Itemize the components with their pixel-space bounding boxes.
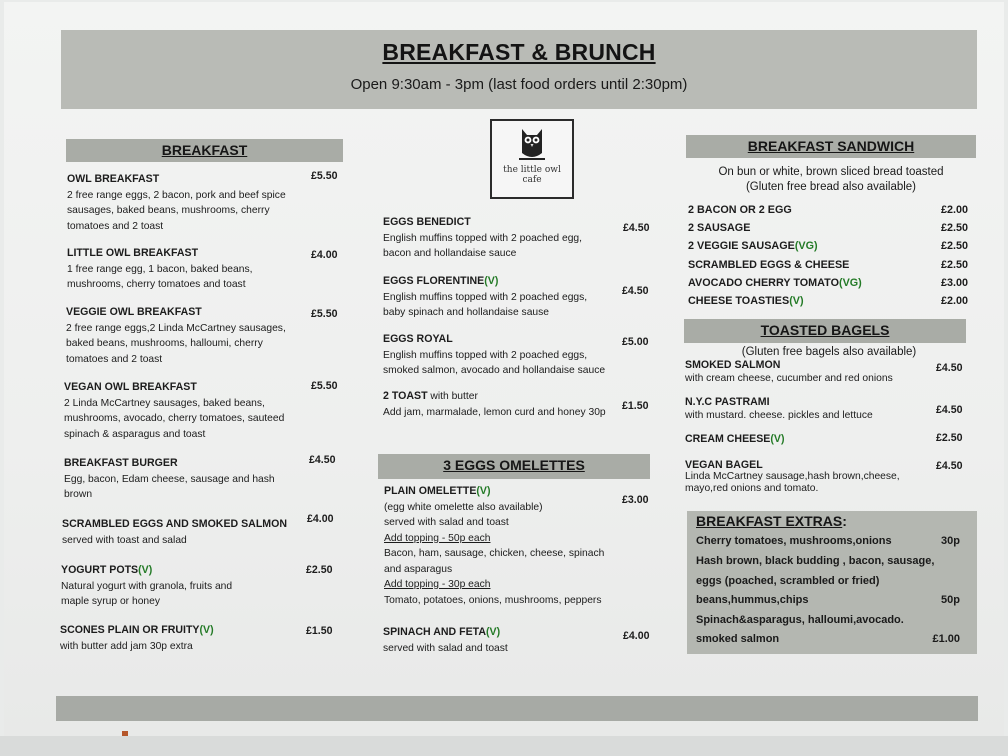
- item-desc: Egg, bacon, Edam cheese, sausage and hash: [64, 473, 275, 485]
- item-name: BREAKFAST BURGER: [64, 457, 178, 469]
- item-desc: Add jam, marmalade, lemon curd and honey 30p: [383, 406, 606, 418]
- background-surface: [0, 736, 1008, 756]
- item-price: £2.00: [940, 295, 968, 307]
- logo-line-2: cafe: [522, 175, 542, 185]
- item-name: AVOCADO CHERRY TOMATO: [688, 277, 839, 289]
- item-price: £2.50: [940, 259, 968, 271]
- menu-item: [383, 274, 623, 321]
- item-name: LITTLE OWL BREAKFAST: [67, 247, 199, 259]
- extras-text: beans,hummus,chips: [696, 594, 809, 606]
- item-price: £1.50: [306, 625, 333, 637]
- item-name: VEGAN OWL BREAKFAST: [64, 381, 197, 393]
- item-price: £5.00: [622, 336, 649, 348]
- item-price: £2.50: [940, 222, 968, 234]
- item-price: £2.50: [940, 240, 968, 252]
- menu-item: [62, 517, 312, 548]
- menu-item: [685, 396, 930, 422]
- item-desc: served with toast and salad: [62, 534, 187, 546]
- sandwich-row: [688, 259, 968, 271]
- bagels-heading: TOASTED BAGELS: [684, 319, 966, 343]
- menu-item: [66, 305, 318, 367]
- item-desc: Linda McCartney sausage,hash brown,cheese,: [685, 471, 900, 482]
- item-desc: tomatoes and 2 toast: [66, 353, 163, 365]
- item-price: £4.50: [623, 222, 650, 234]
- extras-line: [696, 534, 966, 548]
- item-name: 2 VEGGIE SAUSAGE: [688, 240, 795, 252]
- item-desc: 2 free range eggs,2 Linda McCartney sausages,: [66, 322, 286, 334]
- menu-item: [67, 246, 317, 293]
- menu-item: [64, 380, 316, 442]
- item-desc: tomatoes and 2 toast: [67, 220, 164, 232]
- note-line: On bun or white, brown sliced bread toasted: [718, 166, 944, 178]
- sandwich-row: [688, 240, 968, 252]
- item-desc: 2 Linda McCartney sausages, baked beans,: [64, 397, 265, 409]
- menu-title: BREAKFAST & BRUNCH: [382, 39, 656, 65]
- item-name: SPINACH AND FETA: [383, 626, 486, 638]
- item-desc: maple syrup or honey: [61, 596, 161, 607]
- item-desc: Natural yogurt with granola, fruits and: [61, 580, 233, 592]
- note-line: (Gluten free bread also available): [745, 181, 917, 193]
- item-price: £5.50: [311, 308, 338, 320]
- item-price: £2.00: [940, 204, 968, 216]
- omelettes-heading: 3 EGGS OMELETTES: [378, 454, 650, 479]
- extras-line: [696, 593, 966, 607]
- item-name: 2 BACON OR 2 EGG: [688, 204, 792, 216]
- item-desc: English muffins topped with 2 poached eggs,: [383, 349, 588, 361]
- item-desc: Bacon, ham, sausage, chicken, cheese, spinach: [384, 548, 605, 559]
- item-price: £2.50: [306, 564, 333, 576]
- vegetarian-tag: (V): [486, 626, 501, 638]
- item-name: SCRAMBLED EGGS & CHEESE: [688, 259, 850, 271]
- cafe-logo: [490, 119, 574, 199]
- item-desc: brown: [64, 489, 93, 500]
- sandwich-row: [688, 222, 968, 234]
- item-name: 2 SAUSAGE: [688, 222, 751, 234]
- item-desc: baked beans, mushrooms, halloumi, cherry: [66, 338, 263, 349]
- item-price: £4.50: [309, 454, 336, 466]
- extras-line: [696, 574, 966, 588]
- item-name: VEGGIE OWL BREAKFAST: [66, 306, 202, 318]
- extras-heading-text: BREAKFAST EXTRAS: [696, 513, 843, 529]
- item-desc: with mustard. cheese. pickles and lettuce: [685, 410, 873, 421]
- item-name: N.Y.C PASTRAMI: [685, 396, 770, 408]
- vegan-tag: (VG): [794, 240, 818, 252]
- item-price: £4.00: [311, 249, 338, 261]
- item-price: £3.00: [622, 494, 649, 506]
- footer-bar: [56, 696, 978, 721]
- extras-box: [687, 511, 977, 654]
- item-price: £4.50: [622, 285, 649, 297]
- menu-item: [685, 432, 930, 448]
- sandwich-row: [688, 277, 968, 289]
- extras-text: Cherry tomatoes, mushrooms,onions: [696, 535, 892, 547]
- extras-line: [696, 554, 966, 568]
- item-desc: served with salad and toast: [384, 517, 509, 528]
- item-name: SCONES PLAIN OR FRUITY: [60, 624, 200, 636]
- breakfast-heading: BREAKFAST: [66, 139, 343, 162]
- item-price: £3.00: [940, 277, 968, 289]
- extras-text: Spinach&asparagus, halloumi,avocado.: [696, 614, 904, 626]
- item-desc: served with salad and toast: [383, 642, 508, 654]
- logo-line-1: the little owl: [503, 165, 561, 175]
- item-name: CREAM CHEESE: [685, 433, 771, 445]
- item-desc: 1 free range egg, 1 bacon, baked beans,: [67, 263, 253, 275]
- extras-text: eggs (poached, scrambled or fried): [696, 575, 880, 587]
- item-name: EGGS FLORENTINE: [383, 275, 485, 287]
- item-name: YOGURT POTS: [61, 564, 139, 576]
- item-desc: Tomato, potatoes, onions, mushrooms, peppers: [384, 594, 602, 606]
- extras-text: Hash brown, black budding , bacon, sausage,: [696, 555, 935, 567]
- extras-heading-colon: :: [842, 513, 847, 529]
- item-price: £1.50: [622, 400, 649, 412]
- item-price: £4.50: [936, 460, 963, 472]
- item-name: PLAIN OMELETTE: [384, 485, 477, 497]
- extras-line: [696, 632, 966, 646]
- item-desc: baby spinach and hollandaise sause: [383, 307, 550, 318]
- item-price: £4.00: [307, 513, 334, 525]
- extras-price: £1.00: [932, 633, 960, 645]
- title-banner: [61, 30, 977, 109]
- vegetarian-tag: (V): [770, 433, 785, 445]
- item-desc: English muffins topped with 2 poached eggs,: [383, 291, 588, 303]
- vegetarian-tag: (V): [789, 295, 804, 307]
- menu-item: [383, 625, 623, 656]
- item-price: £2.50: [936, 432, 963, 444]
- menu-item: [61, 563, 311, 610]
- item-desc: mushrooms, avocado, cherry tomatoes, sauteed: [64, 413, 285, 424]
- item-desc: 2 free range eggs, 2 bacon, pork and beef spice: [67, 189, 286, 201]
- item-price: £4.50: [936, 404, 963, 416]
- vegetarian-tag: (V): [138, 564, 153, 576]
- item-name: VEGAN BAGEL: [685, 459, 763, 471]
- extras-text: smoked salmon: [696, 633, 780, 645]
- bagels-note: (Gluten free bagels also available): [741, 346, 917, 358]
- extras-heading: [696, 513, 847, 529]
- sandwich-row: [688, 295, 968, 307]
- item-price: £4.50: [936, 362, 963, 374]
- item-desc: and asparagus: [384, 563, 453, 575]
- item-price: £5.50: [311, 170, 338, 182]
- menu-item: [383, 215, 623, 262]
- item-name-suffix: with butter: [427, 391, 478, 402]
- menu-item: [384, 484, 629, 608]
- owl-icon: [517, 125, 547, 163]
- item-desc: with butter add jam 30p extra: [60, 640, 193, 652]
- opening-hours: Open 9:30am - 3pm (last food orders until 2:30pm): [350, 76, 688, 93]
- item-desc: smoked salmon, avocado and hollandaise sauce: [383, 365, 606, 376]
- extras-line: [696, 613, 966, 627]
- vegetarian-tag: (V): [484, 275, 499, 287]
- vegan-tag: (VG): [838, 277, 862, 289]
- menu-item: [60, 623, 310, 654]
- item-desc: (egg white omelette also available): [384, 501, 543, 513]
- item-desc: spinach & asparagus and toast: [64, 428, 206, 440]
- item-name: OWL BREAKFAST: [67, 173, 160, 185]
- item-price: £4.00: [623, 630, 650, 642]
- topping-label: Add topping - 50p each: [384, 532, 491, 544]
- vegetarian-tag: (V): [199, 624, 214, 636]
- item-name: CHEESE TOASTIES: [688, 295, 790, 307]
- menu-item: [64, 456, 314, 503]
- item-desc: mushrooms, cherry tomatoes and toast: [67, 279, 246, 290]
- surface-mark: [122, 731, 128, 736]
- item-name: EGGS ROYAL: [383, 333, 453, 345]
- vegetarian-tag: (V): [476, 485, 491, 497]
- item-desc: mayo,red onions and tomato.: [685, 483, 819, 494]
- item-desc: with cream cheese, cucumber and red onions: [685, 373, 893, 384]
- sandwich-row: [688, 204, 968, 216]
- item-desc: sausages, baked beans, mushrooms, cherry: [67, 205, 270, 216]
- extras-price: 30p: [941, 535, 960, 547]
- item-name: 2 TOAST: [383, 390, 428, 402]
- item-price: £5.50: [311, 380, 338, 392]
- menu-item: [685, 459, 930, 495]
- item-name: SCRAMBLED EGGS AND SMOKED SALMON: [62, 518, 288, 530]
- sandwich-heading: BREAKFAST SANDWICH: [686, 135, 976, 158]
- menu-item: [685, 359, 930, 385]
- menu-item: [383, 332, 628, 379]
- sandwich-note: [686, 165, 976, 195]
- item-desc: English muffins topped with 2 poached egg,: [383, 232, 583, 244]
- extras-price: 50p: [941, 594, 960, 606]
- item-name: EGGS BENEDICT: [383, 216, 471, 228]
- menu-item: [67, 172, 317, 234]
- item-name: SMOKED SALMON: [685, 359, 781, 371]
- menu-item: [383, 389, 623, 420]
- topping-label: Add topping - 30p each: [384, 579, 491, 590]
- item-desc: bacon and hollandaise sauce: [383, 248, 517, 259]
